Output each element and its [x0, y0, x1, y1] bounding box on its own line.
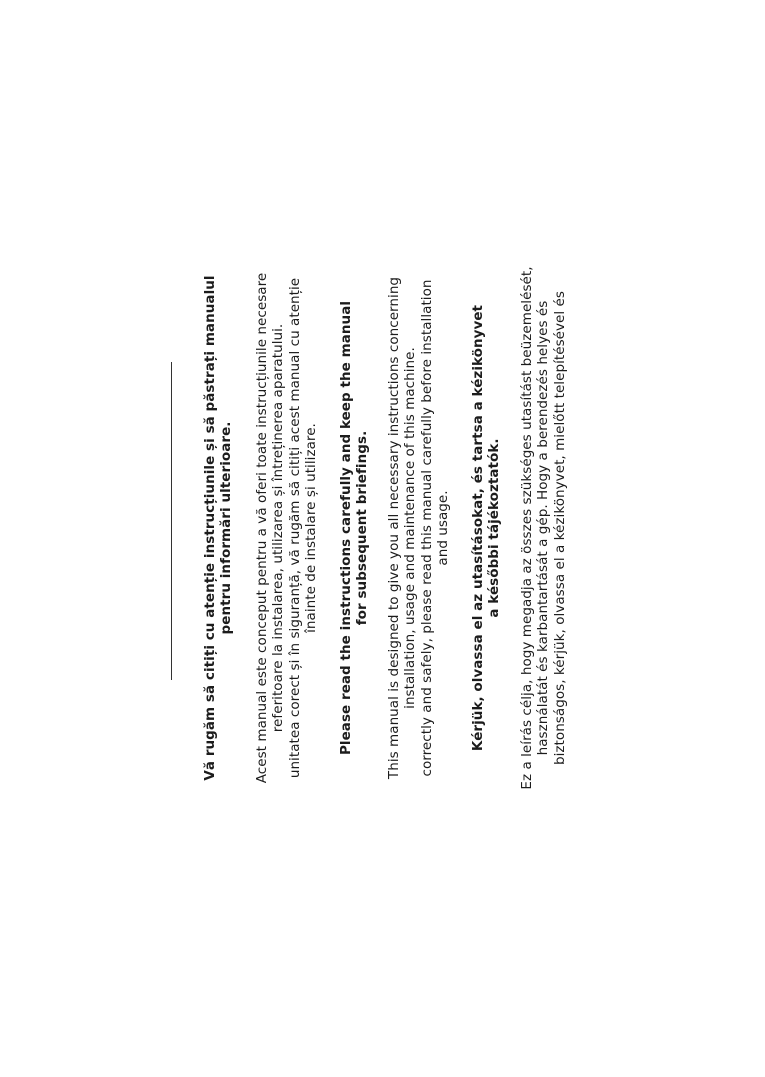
english-heading-line: for subsequent briefings.: [354, 430, 371, 626]
english-body-line: installation, usage and maintenance of this machine.: [402, 347, 419, 709]
romanian-body-line: Acest manual este conceput pentru a vă oferi toate instrucțiunile necesare: [254, 272, 270, 784]
english-body-line: and usage.: [434, 490, 451, 566]
hungarian-heading-line: Kérjük, olvassa el az utasításokat, és tartsa a kézikönyvet: [470, 304, 486, 752]
hungarian-heading: [470, 233, 503, 823]
romanian-paragraph: [254, 233, 319, 823]
romanian-heading-line: Vă rugăm să citiți cu atenție instrucțiunile și să păstrați manualul: [202, 275, 218, 781]
romanian-body-line: înainte de instalare și utilizare.: [302, 423, 319, 633]
english-heading: [338, 233, 371, 823]
romanian-heading: [202, 233, 235, 823]
hungarian-body-line: használatát és karbantartását a gép. Hogy a berendezés helyes és: [535, 300, 552, 756]
english-body-line: correctly and safely, please read this manual carefully before installation: [418, 279, 435, 777]
hungarian-paragraph: [519, 233, 568, 823]
romanian-body-line: referitoare la instalarea, utilizarea și întreținerea aparatului.: [270, 323, 287, 733]
hungarian-heading-line: a későbbi tájékoztatók.: [486, 438, 503, 618]
vertical-divider-line: [171, 362, 172, 680]
english-heading-line: Please read the instructions carefully and keep the manual: [338, 300, 354, 756]
romanian-body-line: unitatea corect și în siguranță, vă rugăm să citiți acest manual cu atenție: [286, 277, 303, 779]
english-paragraph: [386, 233, 451, 823]
hungarian-body-line: Ez a leírás célja, hogy megadja az összes szükséges utasítást beüzemelését,: [519, 266, 535, 790]
romanian-heading-line: pentru informări ulterioare.: [218, 421, 235, 635]
hungarian-body-line: biztonságos, kérjük, olvassa el a kézikönyvet, mielőtt telepítésével és: [551, 291, 568, 766]
english-body-line: This manual is designed to give you all necessary instructions concerning: [386, 276, 402, 780]
